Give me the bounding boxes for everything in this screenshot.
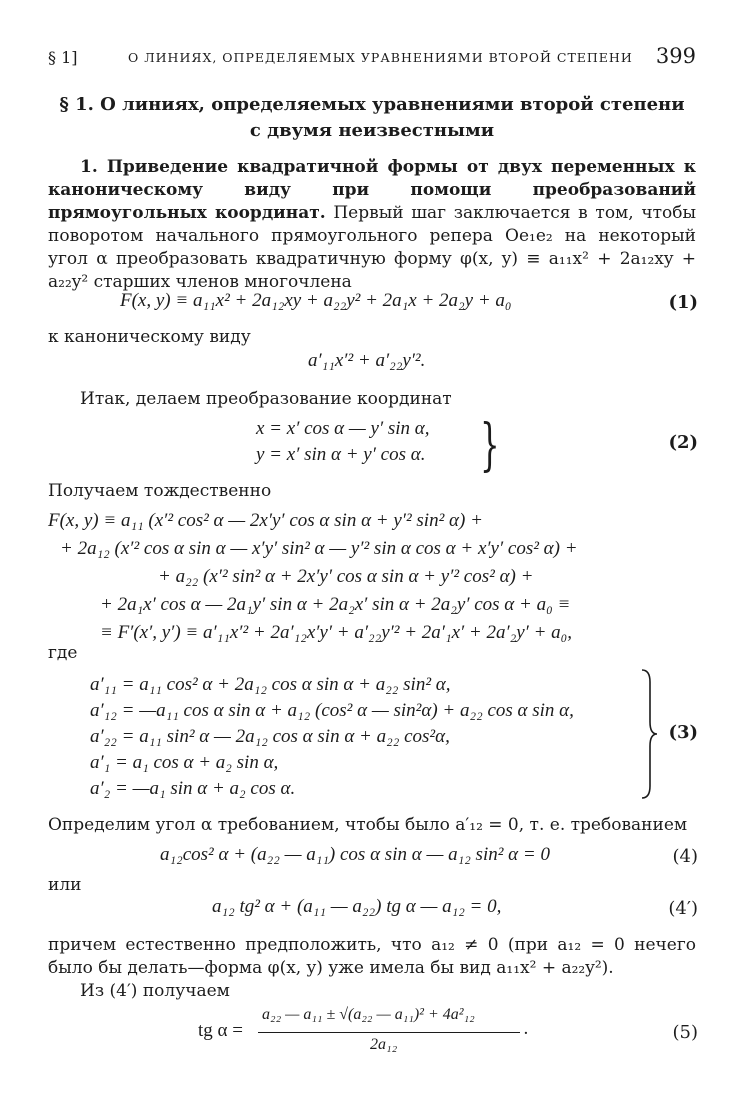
paragraph-intro-text: Первый шаг заключается в том, чтобы поворотом начального прямоугольного репера Oe₁e₂ на некоторый угол α преобразовать квадратичную форму φ(x, y) ≡ a₁₁x² + 2a₁₂xy + a₂₂y² старших членов многочлена	[48, 203, 697, 292]
text-from-4prime: Из (4′) получаем	[80, 981, 230, 1001]
equation-canonical: a′₁₁x′² + a′₂₂y′².	[308, 350, 426, 371]
equation-1: F(x, y) ≡ a₁₁x² + 2a₁₂xy + a₂₂y² + 2a₁x + 2a₂y + a₀	[120, 290, 512, 311]
equation-4: a₁₂cos² α + (a₂₂ — a₁₁) cos α sin α — a₁₂ sin² α = 0	[160, 844, 550, 865]
text-where: где	[48, 643, 78, 663]
text-identity: Получаем тождественно	[48, 481, 272, 501]
section-title-line1: § 1. О линиях, определяемых уравнениями второй степени	[59, 94, 685, 115]
equation-2-line2: y = x′ sin α + y′ cos α.	[256, 444, 426, 465]
section-title	[48, 92, 696, 144]
text-transform: Итак, делаем преобразование координат	[80, 389, 452, 409]
identity-line-4: + 2a₁x′ cos α — 2a₁y′ sin α + 2a₂x′ sin α + 2a₂y′ cos α + a₀ ≡	[100, 594, 571, 615]
equation-3-brace	[640, 668, 658, 800]
identity-line-2: + 2a₁₂ (x′² cos α sin α — x′y′ sin² α — y′² sin α cos α + x′y′ cos² α) +	[60, 538, 578, 559]
page-number: 399	[655, 44, 696, 68]
identity-line-3: + a₂₂ (x′² sin² α + 2x′y′ cos α sin α + y′² cos² α) +	[158, 566, 534, 587]
equation-2-brace: }	[480, 413, 500, 478]
text-canonical: к каноническому виду	[48, 327, 251, 347]
equation-5-fraction-bar	[258, 1032, 520, 1033]
equation-4-prime: a₁₂ tg² α + (a₁₁ — a₂₂) tg α — a₁₂ = 0,	[212, 896, 502, 917]
equation-1-number: (1)	[668, 292, 698, 313]
equation-5-tail: .	[524, 1018, 529, 1039]
equation-4-prime-number: (4′)	[668, 898, 698, 919]
equation-3-line4: a′₁ = a₁ cos α + a₂ sin α,	[90, 752, 279, 773]
equation-3-line2: a′₁₂ = —a₁₁ cos α sin α + a₁₂ (cos² α — sin²α) + a₂₂ cos α sin α,	[90, 700, 574, 721]
equation-3-number: (3)	[668, 722, 698, 743]
identity-line-5: ≡ F′(x′, y′) ≡ a′₁₁x′² + 2a′₁₂x′y′ + a′₂₂y′² + 2a′₁x′ + 2a′₂y′ + a₀,	[100, 622, 573, 643]
running-head	[48, 44, 696, 74]
equation-5-denominator: 2a₁₂	[370, 1036, 398, 1053]
equation-5-numerator: a₂₂ — a₁₁ ± √(a₂₂ — a₁₁)² + 4a²₁₂	[262, 1006, 475, 1023]
equation-2-number: (2)	[668, 432, 698, 453]
equation-2-line1: x = x′ cos α — y′ sin α,	[256, 418, 430, 439]
text-define: Определим угол α требованием, чтобы было a′₁₂ = 0, т. е. требованием	[48, 815, 688, 835]
paragraph-heading: 1. Приведение квадратичной формы от двух переменных к каноническому виду при помощи преобразований прямоугольных координат.	[48, 157, 696, 223]
running-head-title: О ЛИНИЯХ, ОПРЕДЕЛЯЕМЫХ УРАВНЕНИЯМИ ВТОРОЙ СТЕПЕНИ	[128, 50, 633, 65]
identity-line-1: F(x, y) ≡ a₁₁ (x′² cos² α — 2x′y′ cos α sin α + y′² sin² α) +	[48, 510, 483, 531]
equation-4-number: (4)	[672, 846, 698, 867]
paragraph-intro	[48, 156, 696, 294]
text-or: или	[48, 875, 82, 895]
text-natural: причем естественно предположить, что a₁₂ ≠ 0 (при a₁₂ = 0 нечего было бы делать—форма φ(x, y) уже имела бы вид a₁₁x² + a₂₂y²).	[48, 935, 696, 978]
equation-3-line1: a′₁₁ = a₁₁ cos² α + 2a₁₂ cos α sin α + a₂₂ sin² α,	[90, 674, 451, 695]
equation-5-lhs: tg α =	[198, 1020, 243, 1041]
equation-5-number: (5)	[672, 1022, 698, 1043]
equation-3-line3: a′₂₂ = a₁₁ sin² α — 2a₁₂ cos α sin α + a₂₂ cos²α,	[90, 726, 450, 747]
running-head-section: § 1]	[48, 48, 78, 67]
section-title-line2: с двумя неизвестными	[249, 120, 495, 141]
equation-3-line5: a′₂ = —a₁ sin α + a₂ cos α.	[90, 778, 296, 799]
